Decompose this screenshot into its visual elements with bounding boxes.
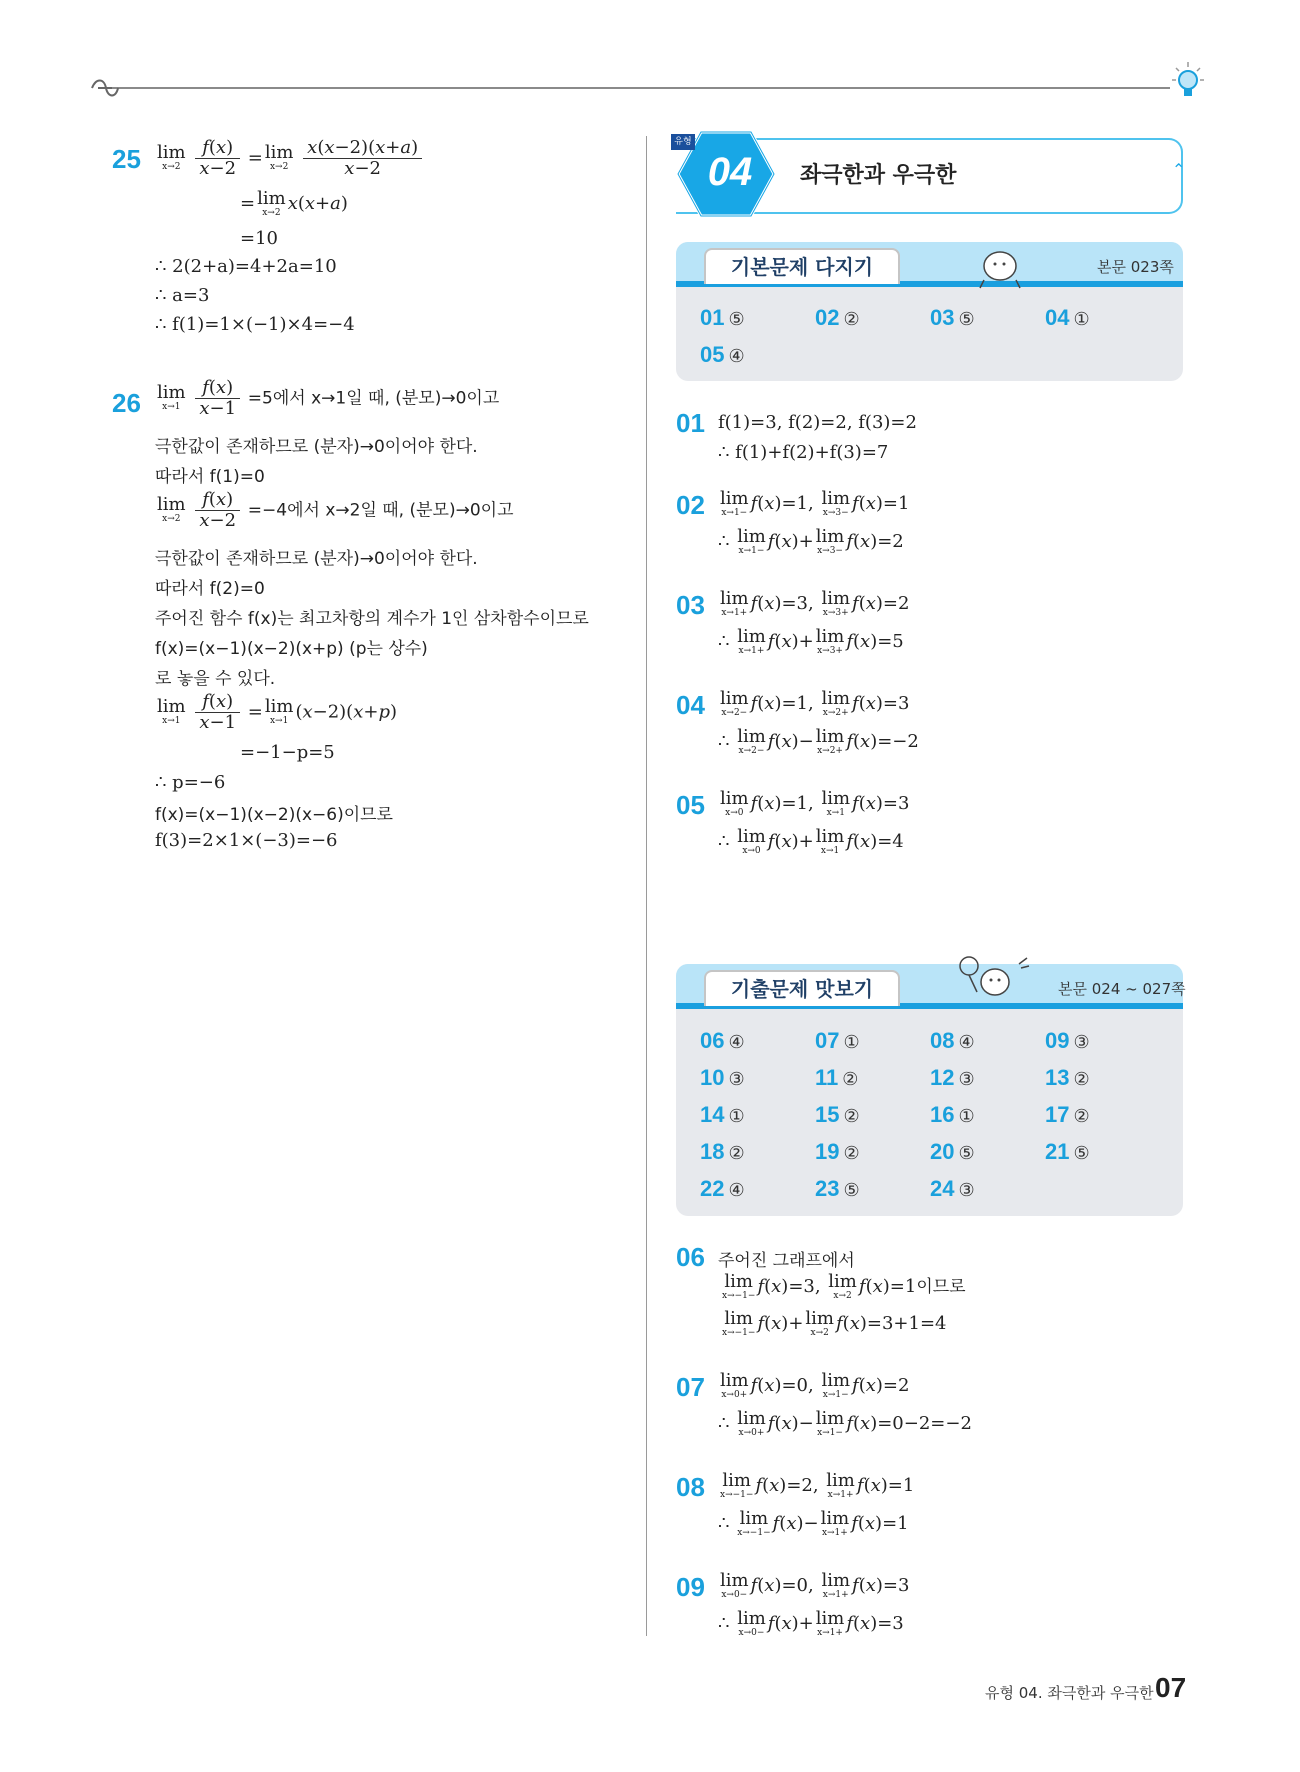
answer-item <box>815 1028 860 1054</box>
answer-number: 03 <box>930 305 955 330</box>
answer-number: 15 <box>815 1102 840 1127</box>
answer-item <box>700 1028 745 1054</box>
s04-line1: lim x→2− f(x)=1, lim x→2+ f(x)=3 <box>720 688 910 718</box>
problem-number: 06 <box>676 1242 705 1272</box>
s08-line1: lim x→−1− f(x)=2, lim x→1+ f(x)=1 <box>720 1470 915 1500</box>
answer-number: 23 <box>815 1176 840 1201</box>
problem-number: 03 <box>676 590 705 620</box>
s05-line2: ∴ lim x→0 f(x)+ lim x→1 f(x)=4 <box>718 826 904 856</box>
answer-choice: ③ <box>728 1069 745 1090</box>
p25-line5: ∴ f(1)=1×(−1)×4=−4 <box>155 314 355 335</box>
s07-line1: lim x→0+ f(x)=0, lim x→1− f(x)=2 <box>720 1370 910 1400</box>
p26-line2: 극한값이 존재하므로 (분자)→0이어야 한다. <box>155 437 478 457</box>
p26-line8: f(x)=(x−1)(x−2)(x+p) (p는 상수) <box>155 639 428 659</box>
answer-number: 20 <box>930 1139 955 1164</box>
answer-number: 16 <box>930 1102 955 1127</box>
answer-item <box>930 1065 975 1091</box>
answer-choice: ③ <box>958 1180 975 1201</box>
answer-number: 17 <box>1045 1102 1070 1127</box>
answer-item <box>815 1139 860 1165</box>
p26-line11: =−1−p=5 <box>240 742 335 763</box>
answer-choice: ① <box>958 1106 975 1127</box>
answer-choice: ⑤ <box>843 1180 860 1201</box>
p25-line3: ∴ 2(2+a)=4+2a=10 <box>155 256 337 277</box>
type-number: 04 <box>707 150 753 194</box>
answer-item <box>700 1102 745 1128</box>
answer-number: 22 <box>700 1176 725 1201</box>
problem-number: 08 <box>676 1472 705 1502</box>
answer-choice: ② <box>1073 1069 1090 1090</box>
answer-choice: ④ <box>728 346 745 367</box>
answer-choice: ⑤ <box>1073 1143 1090 1164</box>
answer-choice: ② <box>843 1143 860 1164</box>
footer-text: 유형 04. 좌극한과 우극한 <box>985 1684 1154 1702</box>
answer-item <box>700 1139 745 1165</box>
s09-line1: lim x→0− f(x)=0, lim x→1+ f(x)=3 <box>720 1570 910 1600</box>
answer-choice: ① <box>728 1106 745 1127</box>
p26-line14: f(3)=2×1×(−3)=−6 <box>155 830 338 851</box>
answer-number: 04 <box>1045 305 1070 330</box>
answer-item <box>815 1176 860 1202</box>
p26-line4: lim x→2 $\frac{f(x)}{x-2}$ =−4에서 x→2일 때, (분모)→0이고 <box>157 489 514 531</box>
problem-number: 25 <box>112 144 141 174</box>
answer-item <box>1045 1028 1090 1054</box>
answer-item <box>930 305 975 331</box>
answer-number: 13 <box>1045 1065 1070 1090</box>
answer-number: 02 <box>815 305 840 330</box>
answer-choice: ① <box>1073 309 1090 330</box>
answer-item <box>930 1102 975 1128</box>
answer-item <box>1045 1139 1090 1165</box>
p25-line2: =10 <box>240 228 278 249</box>
answer-choice: ③ <box>1073 1032 1090 1053</box>
page-number: 07 <box>1155 1672 1187 1703</box>
answer-item <box>815 1102 860 1128</box>
s06-line2: lim x→−1− f(x)+ lim x→2 f(x)=3+1=4 <box>722 1308 947 1338</box>
answer-choice: ⑤ <box>958 1143 975 1164</box>
problem-number: 02 <box>676 490 705 520</box>
answer-item <box>1045 305 1090 331</box>
answer-item <box>700 1176 745 1202</box>
answer-item <box>815 1065 858 1091</box>
answer-number: 08 <box>930 1028 955 1053</box>
answer-choice: ② <box>1073 1106 1090 1127</box>
p26-line1: lim x→1 $\frac{f(x)}{x-1}$ =5에서 x→1일 때, (분모)→0이고 <box>157 377 500 419</box>
past-answers-ref: 본문 024 ~ 027쪽 <box>1058 980 1186 998</box>
answer-item <box>815 305 860 331</box>
answer-item <box>1045 1065 1090 1091</box>
answer-choice: ④ <box>958 1032 975 1053</box>
s06-line1: lim x→−1− f(x)=3, lim x→2 f(x)=1이므로 <box>722 1271 966 1301</box>
problem-number: 01 <box>676 408 705 438</box>
p25-line1: lim x→2 $\frac{f(x)}{x-2}$ = lim x→2 $\frac{x(x-2)(x+a)}{x-2}$ <box>155 138 424 179</box>
answer-item <box>700 1065 745 1091</box>
s02-line2: ∴ lim x→1− f(x)+ lim x→3− f(x)=2 <box>718 526 904 556</box>
s03-line2: ∴ lim x→1+ f(x)+ lim x→3+ f(x)=5 <box>718 626 904 656</box>
answer-choice: ② <box>843 1106 860 1127</box>
answer-choice: ① <box>843 1032 860 1053</box>
answer-choice: ④ <box>728 1180 745 1201</box>
answer-number: 21 <box>1045 1139 1070 1164</box>
s01-line2: ∴ f(1)+f(2)+f(3)=7 <box>718 442 889 463</box>
answer-number: 06 <box>700 1028 725 1053</box>
answer-number: 10 <box>700 1065 725 1090</box>
mascot-icon <box>970 240 1030 290</box>
s05-line1: lim x→0 f(x)=1, lim x→1 f(x)=3 <box>720 788 910 818</box>
top-rule <box>110 87 1170 89</box>
answer-number: 07 <box>815 1028 840 1053</box>
answer-number: 05 <box>700 342 725 367</box>
s03-line1: lim x→1+ f(x)=3, lim x→3+ f(x)=2 <box>720 588 910 618</box>
s02-line1: lim x→1− f(x)=1, lim x→3− f(x)=1 <box>720 488 910 518</box>
s08-line2: ∴ lim x→−1− f(x)− lim x→1+ f(x)=1 <box>718 1508 909 1538</box>
p26-line7: 주어진 함수 f(x)는 최고차항의 계수가 1인 삼차함수이므로 <box>155 609 589 629</box>
basic-answers-tab: 기본문제 다지기 <box>704 248 900 284</box>
p26-line10: lim x→1 $\frac{f(x)}{x-1}$ = lim x→1 (x−2)(x+p) <box>157 691 398 733</box>
p25-line1b: = lim x→2 x(x+a) <box>240 188 348 218</box>
answer-choice: ④ <box>728 1032 745 1053</box>
p25-line4: ∴ a=3 <box>155 285 210 306</box>
answer-choice: ③ <box>958 1069 975 1090</box>
answer-number: 01 <box>700 305 725 330</box>
answer-choice: ② <box>843 309 860 330</box>
type-tag: 유형 <box>671 134 695 150</box>
answer-choice: ② <box>728 1143 745 1164</box>
problem-number: 04 <box>676 690 705 720</box>
answer-item <box>1045 1102 1090 1128</box>
answer-choice: ② <box>842 1069 859 1090</box>
past-answers-tab: 기출문제 맛보기 <box>704 970 900 1006</box>
problem-number: 26 <box>112 388 141 418</box>
answer-number: 24 <box>930 1176 955 1201</box>
answer-number: 11 <box>815 1065 839 1090</box>
answer-number: 14 <box>700 1102 725 1127</box>
s09-line2: ∴ lim x→0− f(x)+ lim x→1+ f(x)=3 <box>718 1608 904 1638</box>
s07-line2: ∴ lim x→0+ f(x)− lim x→1− f(x)=0−2=−2 <box>718 1408 972 1438</box>
ribbon-icon <box>90 76 120 100</box>
problem-number: 05 <box>676 790 705 820</box>
answer-item <box>930 1139 975 1165</box>
problem-number: 09 <box>676 1572 705 1602</box>
answer-number: 12 <box>930 1065 955 1090</box>
answer-item <box>700 342 745 368</box>
p26-line9: 로 놓을 수 있다. <box>155 669 276 689</box>
answer-number: 19 <box>815 1139 840 1164</box>
answer-item <box>930 1176 975 1202</box>
s06-line0: 주어진 그래프에서 <box>718 1251 855 1271</box>
type-title: 좌극한과 우극한 <box>800 163 957 188</box>
problem-number: 07 <box>676 1372 705 1402</box>
p26-line13: f(x)=(x−1)(x−2)(x−6)이므로 <box>155 805 393 825</box>
header-arrow-icon: ⌃ <box>1172 160 1186 179</box>
s04-line2: ∴ lim x→2− f(x)− lim x→2+ f(x)=−2 <box>718 726 919 756</box>
answer-item <box>930 1028 975 1054</box>
column-divider <box>646 136 647 1636</box>
answer-choice: ⑤ <box>728 309 745 330</box>
answer-number: 18 <box>700 1139 725 1164</box>
answer-number: 09 <box>1045 1028 1070 1053</box>
s01-line1: f(1)=3, f(2)=2, f(3)=2 <box>718 412 917 433</box>
p26-line5: 극한값이 존재하므로 (분자)→0이어야 한다. <box>155 549 478 569</box>
basic-answers-ref: 본문 023쪽 <box>1097 258 1174 276</box>
p26-line3: 따라서 f(1)=0 <box>155 467 265 487</box>
answer-item <box>700 305 745 331</box>
badminton-mascot-icon <box>955 952 1035 1008</box>
p26-line6: 따라서 f(2)=0 <box>155 579 265 599</box>
p26-line12: ∴ p=−6 <box>155 772 226 793</box>
answer-choice: ⑤ <box>958 309 975 330</box>
lightbulb-icon <box>1170 58 1206 104</box>
